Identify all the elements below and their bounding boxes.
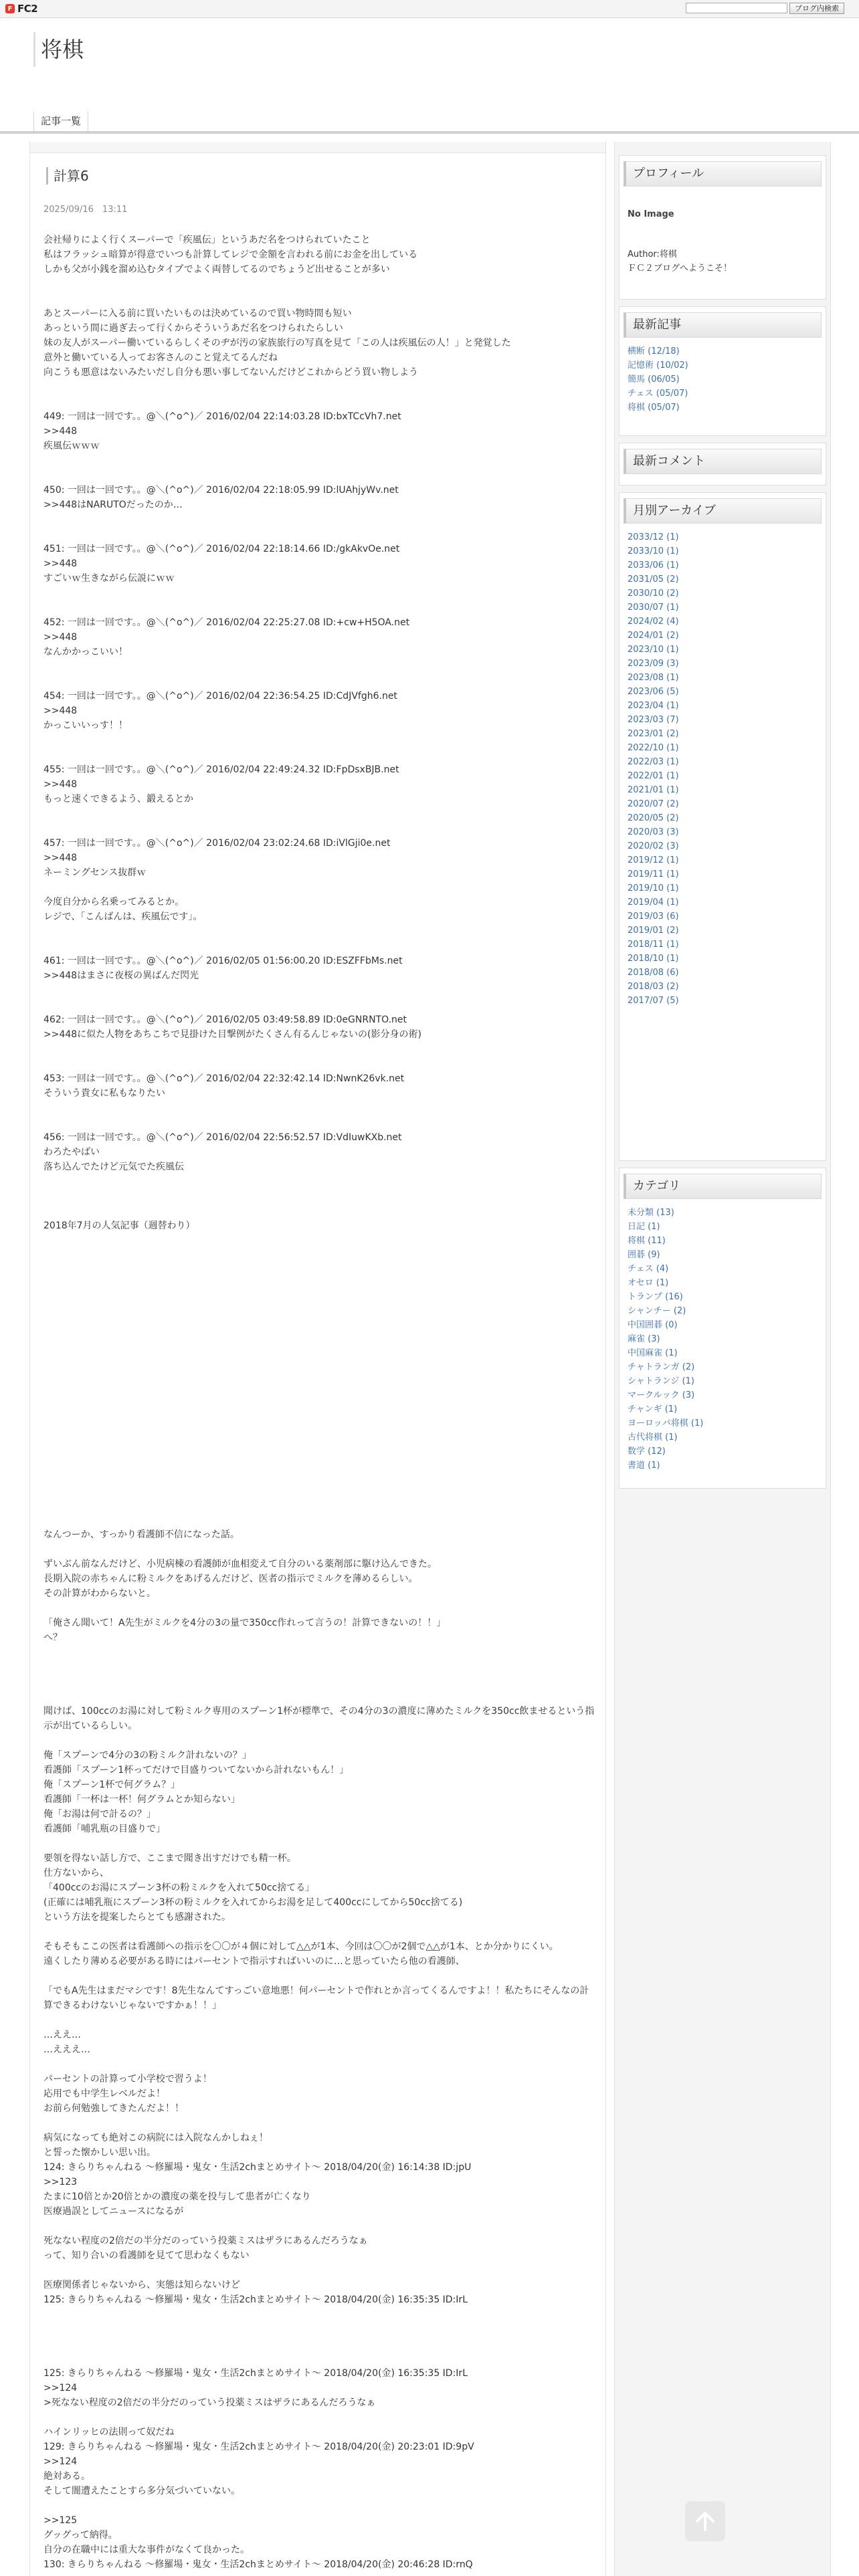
arrow-up-icon [693,2509,717,2533]
sidebar [614,142,831,2576]
archive-link[interactable]: 2033/06 (1) [628,560,679,570]
category-link[interactable]: 中国麻雀 (1) [628,1348,678,1358]
category-link[interactable]: 麻雀 (3) [628,1334,660,1344]
blog-title[interactable]: 将棋 [33,32,84,67]
archive-link[interactable]: 2023/10 (1) [628,645,679,655]
post-comment: 456: 一回は一回です。。@＼(^o^)／ 2016/02/04 22:56:52.57 ID:VdIuwKXb.net わろたやばい 落ち込んでたけど元気でた疾風伝 [43,1132,402,1172]
archive-link[interactable]: 2018/08 (6) [628,968,679,978]
post-comment: 457: 一回は一回です。。@＼(^o^)／ 2016/02/04 23:02:24.68 ID:iVlGji0e.net >>448 ネーミングセンス抜群ｗ 今度自分から名乗ってみるとか。 レジで、「こんばんは、疾風伝です」。 [43,838,391,922]
post-paragraph: 聞けば、100ccのお湯に対して粉ミルク専用のスプーン1杯が標準で、その4分の3の濃度に薄めたミルクを350cc飲ませるという指示が出ているらしい。 俺「スプーンで4分の3の粉ミルク計れないの？」 看護師「スプーン1杯ってだけで目盛りついてないから計れないもん！」 俺「スプーン1杯で何グラム？」 看護師「一杯は一杯！何グラムとか知らない」 俺「お湯は何で計るの？」 看護師「哺乳瓶の目盛りで」 要領を得ない話し方で、ここまで聞き出すだけでも精一杯。 仕方ないから、 「400ccのお湯にスプーン3杯の粉ミルクを入れて50cc捨てる」 (正確には哺乳瓶にスプーン3杯の粉ミルクを入れてからお湯を足して400ccにしてから50cc捨てる) という方法を提案したらとても感謝された。 そもそもここの医者は看護師への指示を〇〇が４個に対して△△が1本、今回は〇〇が2個で△△が1本、とか分かりにくい。 遠くしたり薄める必要がある時にはパーセントで指示すればいいのに…と思っていたら他の看護師、 「でもA先生はまだマシです！8先生なんてすっごい意地悪！何パーセントで作れとか言ってくるんですよ！！私たちにそんなの計算できるわけないじゃないですかぁ！！」 …ええ… …えええ… パーセントの計算って小学校で習うよ！ 応用でも中学生レベルだよ！ お前ら何勉強してきたんだよ！！ 病気になっても絶対この病院には入院なんかしねぇ！ と誓った懐かしい思い出。 124: きらりちゃんねる 〜修羅場・鬼女・生活2chまとめサイト〜 2018/04/20(金) 16:14:38 ID:jpU >>123 たまに10倍とか20倍とかの濃度の薬を投与して患者が亡くなり 医療過誤としてニュースになるが 死なない程度の2倍だの半分だのっていう投薬ミスはザラにあるんだろうなぁ って、知り合いの看護師を見てて思わなくもない 医療関係者じゃないから、実態は知らないけど 125: きらりちゃんねる 〜修羅場・鬼女・生活2chまとめサイト〜 2018/04/20(金) 16:35:35 ID:IrL [43,1706,595,2305]
archive-link[interactable]: 2019/10 (1) [628,883,679,893]
archive-link[interactable]: 2019/01 (2) [628,926,679,936]
category-link[interactable]: マークルック (3) [628,1390,695,1400]
post-comment: 450: 一回は一回です。。@＼(^o^)／ 2016/02/04 22:18:05.99 ID:lUAhjyWv.net >>448はNARUTOだったのか… [43,485,399,510]
category-link[interactable]: 未分類 (13) [628,1208,674,1218]
recent-posts-list [619,342,826,421]
category-link[interactable]: 囲碁 (9) [628,1250,660,1260]
post-paragraph: 会社帰りによく行くスーパーで「疾風伝」というあだ名をつけられていたこと 私はフラッシュ暗算が得意でいつも計算してレジで金額を言われる前にお金を出している しかも父が小銭を溜め込むタイプでよく両替してるのでちょうど出せることが多い [43,235,418,275]
archive-link[interactable]: 2019/04 (1) [628,897,679,907]
recent-post-link[interactable]: 記憶術 (10/02) [628,360,688,370]
post-comment: 453: 一回は一回です。。@＼(^o^)／ 2016/02/04 22:32:42.14 ID:NwnK26vk.net そういう貴女に私もなりたい [43,1073,405,1099]
post-body [43,233,596,2572]
archive-link[interactable]: 2022/01 (1) [628,771,679,781]
profile-no-image: No Image [628,209,674,219]
post-paragraph: なんつーか、すっかり看護師不信になった話。 ずいぶん前なんだけど、小児病棟の看護師が血相変えて自分のいる薬剤部に駆け込んできた。 長期入院の赤ちゃんに粉ミルクをあげるんだけど、医者の指示でミルクを薄めるらしい。 その計算がわからないと。 「俺さん聞いて！A先生がミルクを4分の3の量で350cc作れって言うの！計算できないの！！」 へ？ [43,1529,446,1643]
post-comment: 449: 一回は一回です。。@＼(^o^)／ 2016/02/04 22:14:03.28 ID:bxTCcVh7.net >>448 疾風伝ｗｗｗ [43,411,401,451]
archive-link[interactable]: 2017/07 (5) [628,996,679,1006]
category-link[interactable]: シャンチー (2) [628,1306,686,1316]
post-paragraph: あとスーパーに入る前に買いたいものは決めているので買い物時間も短い あっという間に過ぎ去って行くからそういうあだ名をつけられたらしい 妹の友人がスーパー働いているらしくそのヂが汚の家族旅行の写真を見て「この人は疾風伝の人！」と発覚した 意外と働いている人ってお客さんのこと覚えてるんだね 向こうも悪意はないみたいだし自分も悪い事してないんだけどこれからどう買い物しよう [43,308,511,378]
archive-link[interactable]: 2019/03 (6) [628,911,679,922]
recent-comments-title: 最新コメント [624,449,822,474]
archive-link[interactable]: 2023/03 (7) [628,715,679,725]
category-link[interactable]: 書道 (1) [628,1461,660,1471]
main-column [29,142,606,2576]
categories-list [619,1203,826,1479]
archive-link[interactable]: 2020/07 (2) [628,799,679,809]
archive-link[interactable]: 2018/10 (1) [628,954,679,964]
popular-articles-heading: 2018年7月の人気記事（週替わり） [43,1220,195,1231]
category-link[interactable]: 数学 (12) [628,1446,666,1457]
recent-posts-title: 最新記事 [624,312,822,338]
post-comment: 451: 一回は一回です。。@＼(^o^)／ 2016/02/04 22:18:14.66 ID:/gkAkvOe.net >>448 すごいｗ生きながら伝説にｗｗ [43,544,400,584]
categories-title: カテゴリ [624,1174,822,1199]
categories-widget [619,1168,826,1489]
category-link[interactable]: チェス (4) [628,1264,669,1274]
fc2-header-bar [0,0,859,18]
nav-article-list[interactable]: 記事一覧 [33,111,88,131]
archive-link[interactable]: 2020/03 (3) [628,827,679,837]
archive-link[interactable]: 2023/01 (2) [628,729,679,739]
post-comment: 455: 一回は一回です。。@＼(^o^)／ 2016/02/04 22:49:24.32 ID:FpDsxBJB.net >>448 もっと速くできるよう、鍛えるとか [43,764,399,804]
archive-link[interactable]: 2019/12 (1) [628,855,679,865]
post-title[interactable]: 計算6 [46,167,89,185]
fc2-logo-icon: F [5,4,15,13]
archive-link[interactable]: 2020/02 (3) [628,841,679,851]
category-link[interactable]: チャンギ (1) [628,1404,678,1414]
archives-widget [619,492,826,1161]
profile-greeting: ＦＣ２ブログへようこそ！ [628,263,733,274]
archive-link[interactable]: 2023/08 (1) [628,673,679,683]
archive-link[interactable]: 2030/07 (1) [628,603,679,613]
profile-widget [619,155,826,300]
blog-nav [0,108,859,134]
fc2-logo-text: FC2 [17,3,38,15]
post-paragraph: 125: きらりちゃんねる 〜修羅場・鬼女・生活2chまとめサイト〜 2018/04/20(金) 16:35:35 ID:IrL >>124 >死なない程度の2倍だの半分だのっていう投薬ミスはザラにあるんだろうなぁ ハインリッヒの法則って奴だね 129: きらりちゃんねる 〜修羅場・鬼女・生活2chまとめサイト〜 2018/04/20(金) 20:23:01 ID:9pV >>124 絶対ある。 そして闇遭えたことすら多分気づいていない。 >>125 グッグって納得。 自分の在職中には重大な事件がなくて良かった。 130: きらりちゃんねる 〜修羅場・鬼女・生活2chまとめサイト〜 2018/04/20(金) 20:46:28 ID:rnQ [43,2368,474,2570]
category-link[interactable]: ヨーロッパ将棋 (1) [628,1418,704,1428]
post-date: 2025/09/16 13:11 [43,205,128,215]
recent-post-link[interactable]: 簡馬 (06/05) [628,374,680,385]
category-link[interactable]: シャトランジ (1) [628,1376,694,1386]
blog-search-input[interactable] [686,3,787,13]
post-comment: 462: 一回は一回です。。@＼(^o^)／ 2016/02/05 03:49:58.89 ID:0eGNRNTO.net >>448に似た人物をあちこちで見掛けた目撃例がたくさん有るんじゃないの(影分身の術) [43,1014,421,1040]
post-comment: 454: 一回は一回です。。@＼(^o^)／ 2016/02/04 22:36:54.25 ID:CdJVfgh6.net >>448 かっこいいっす！！ [43,691,397,731]
recent-comments-widget [619,443,826,486]
recent-post-link[interactable]: 将棋 (05/07) [628,403,680,413]
archive-link[interactable]: 2021/01 (1) [628,785,679,795]
category-link[interactable]: オセロ (1) [628,1278,669,1288]
archives-list [619,528,826,1014]
archive-link[interactable]: 2022/03 (1) [628,757,679,767]
archive-link[interactable]: 2033/12 (1) [628,532,679,542]
archive-link[interactable]: 2023/09 (3) [628,659,679,669]
archive-link[interactable]: 2031/05 (2) [628,574,679,584]
recent-post-link[interactable]: チェス (05/07) [628,389,688,399]
profile-title: プロフィール [624,161,822,187]
archive-link[interactable]: 2024/02 (4) [628,617,679,627]
archive-link[interactable]: 2022/10 (1) [628,743,679,753]
archive-link[interactable]: 2024/01 (2) [628,631,679,641]
category-link[interactable]: 中国囲碁 (0) [628,1320,678,1330]
archive-link[interactable]: 2023/06 (5) [628,687,679,697]
archives-title: 月別アーカイブ [624,498,822,524]
main-top-strip [30,142,605,153]
recent-post-link[interactable]: 横断 (12/18) [628,346,680,356]
blog-search-button[interactable]: ブログ内検索 [789,3,844,14]
archive-link[interactable]: 2030/10 (2) [628,588,679,599]
fc2-logo[interactable] [5,3,37,15]
category-link[interactable]: 日記 (1) [628,1222,660,1232]
archive-link[interactable]: 2033/10 (1) [628,546,679,556]
archive-link[interactable]: 2019/11 (1) [628,869,679,879]
archive-link[interactable]: 2018/03 (2) [628,982,679,992]
post-comment: 452: 一回は一回です。。@＼(^o^)／ 2016/02/04 22:25:27.08 ID:+cw+H5OA.net >>448 なんかかっこいい！ [43,617,410,657]
category-link[interactable]: 将棋 (11) [628,1236,666,1246]
archive-link[interactable]: 2020/05 (2) [628,813,679,823]
category-link[interactable]: チャトランガ (2) [628,1362,695,1372]
page-top-button[interactable] [685,2501,725,2541]
category-link[interactable]: 古代将棋 (1) [628,1432,678,1442]
post-comment: 461: 一回は一回です。。@＼(^o^)／ 2016/02/05 01:56:00.20 ID:ESZFFbMs.net >>448はまさに夜桜の異ばんだ閃光 [43,956,403,981]
recent-posts-widget [619,306,826,436]
archive-link[interactable]: 2023/04 (1) [628,701,679,711]
profile-author: Author:将棋 [628,249,677,259]
archive-link[interactable]: 2018/11 (1) [628,940,679,950]
category-link[interactable]: トランプ (16) [628,1292,683,1302]
